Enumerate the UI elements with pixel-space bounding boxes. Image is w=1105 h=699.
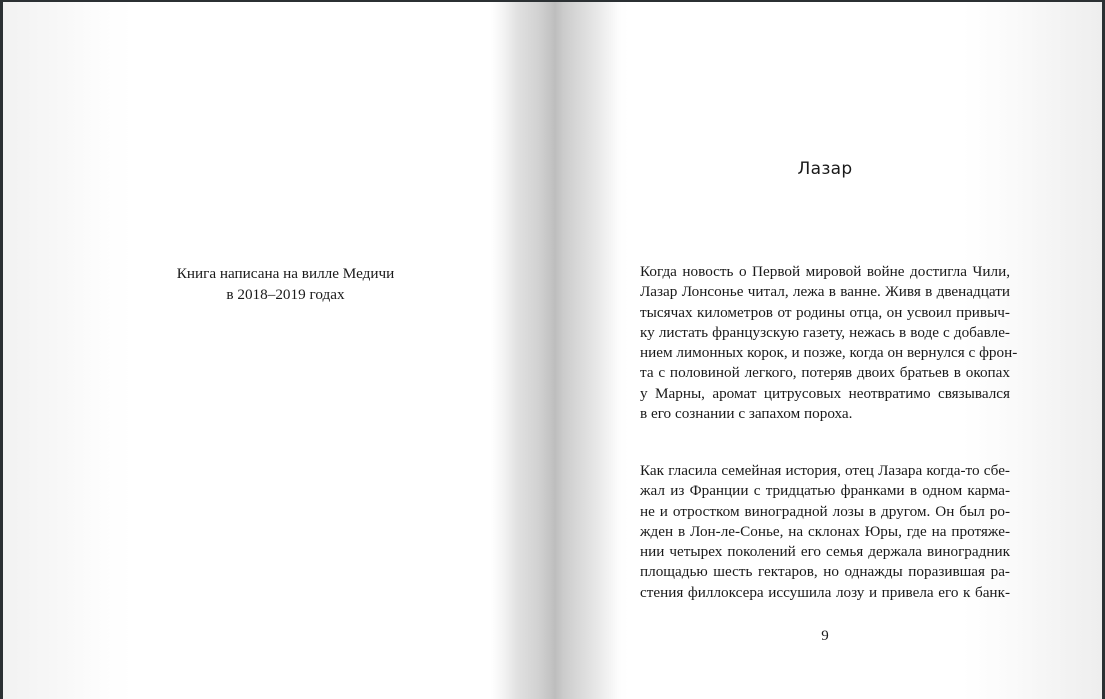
text-line: не и отростком виноградной лозы в другом. Он был ро- xyxy=(640,502,1010,520)
text-line: тысячах километров от родины отца, он усвоил привыч- xyxy=(640,303,1010,321)
left-page xyxy=(3,2,555,699)
text-line: ку листать французскую газету, нежась в воде с добавле- xyxy=(640,323,1010,341)
chapter-title: Лазар xyxy=(797,159,853,179)
dedication-line: в 2018–2019 годах xyxy=(226,286,345,303)
text-line: Лазар Лонсонье читал, лежа в ванне. Живя в двенадцати xyxy=(640,283,1010,301)
text-line: нии четырех поколений его семья держала виноградник xyxy=(640,543,1010,561)
page-number: 9 xyxy=(821,628,829,644)
text-line: у Марны, аромат цитрусовых неотвратимо связывался xyxy=(640,384,1010,402)
text-line: площадью шесть гектаров, но однажды поразившая ра- xyxy=(640,563,1010,581)
text-line: в его сознании с запахом пороха. xyxy=(640,405,853,423)
text-line: жден в Лон-ле-Сонье, на склонах Юры, где на протяже- xyxy=(640,522,1010,540)
paragraph xyxy=(640,262,1018,424)
text-line: Когда новость о Первой мировой войне достигла Чили, xyxy=(640,263,1010,280)
text-line: та с половиной легкого, потеряв двоих братьев в окопах xyxy=(640,364,1010,382)
text-line: Как гласила семейная история, отец Лазара когда-то сбе- xyxy=(640,462,1010,479)
right-page xyxy=(555,2,1102,699)
text-line: нием лимонных корок, и позже, когда он вернулся с фрон- xyxy=(640,344,1018,362)
text-line: стения филлоксера иссушила лозу и привела его к банк- xyxy=(640,583,1010,601)
dedication xyxy=(3,263,568,305)
text-line: жал из Франции с тридцатью франками в одном карма- xyxy=(640,482,1010,500)
dedication-line: Книга написана на вилле Медичи xyxy=(176,265,395,282)
document-viewer[interactable] xyxy=(3,2,1102,699)
paragraph xyxy=(640,461,1010,603)
